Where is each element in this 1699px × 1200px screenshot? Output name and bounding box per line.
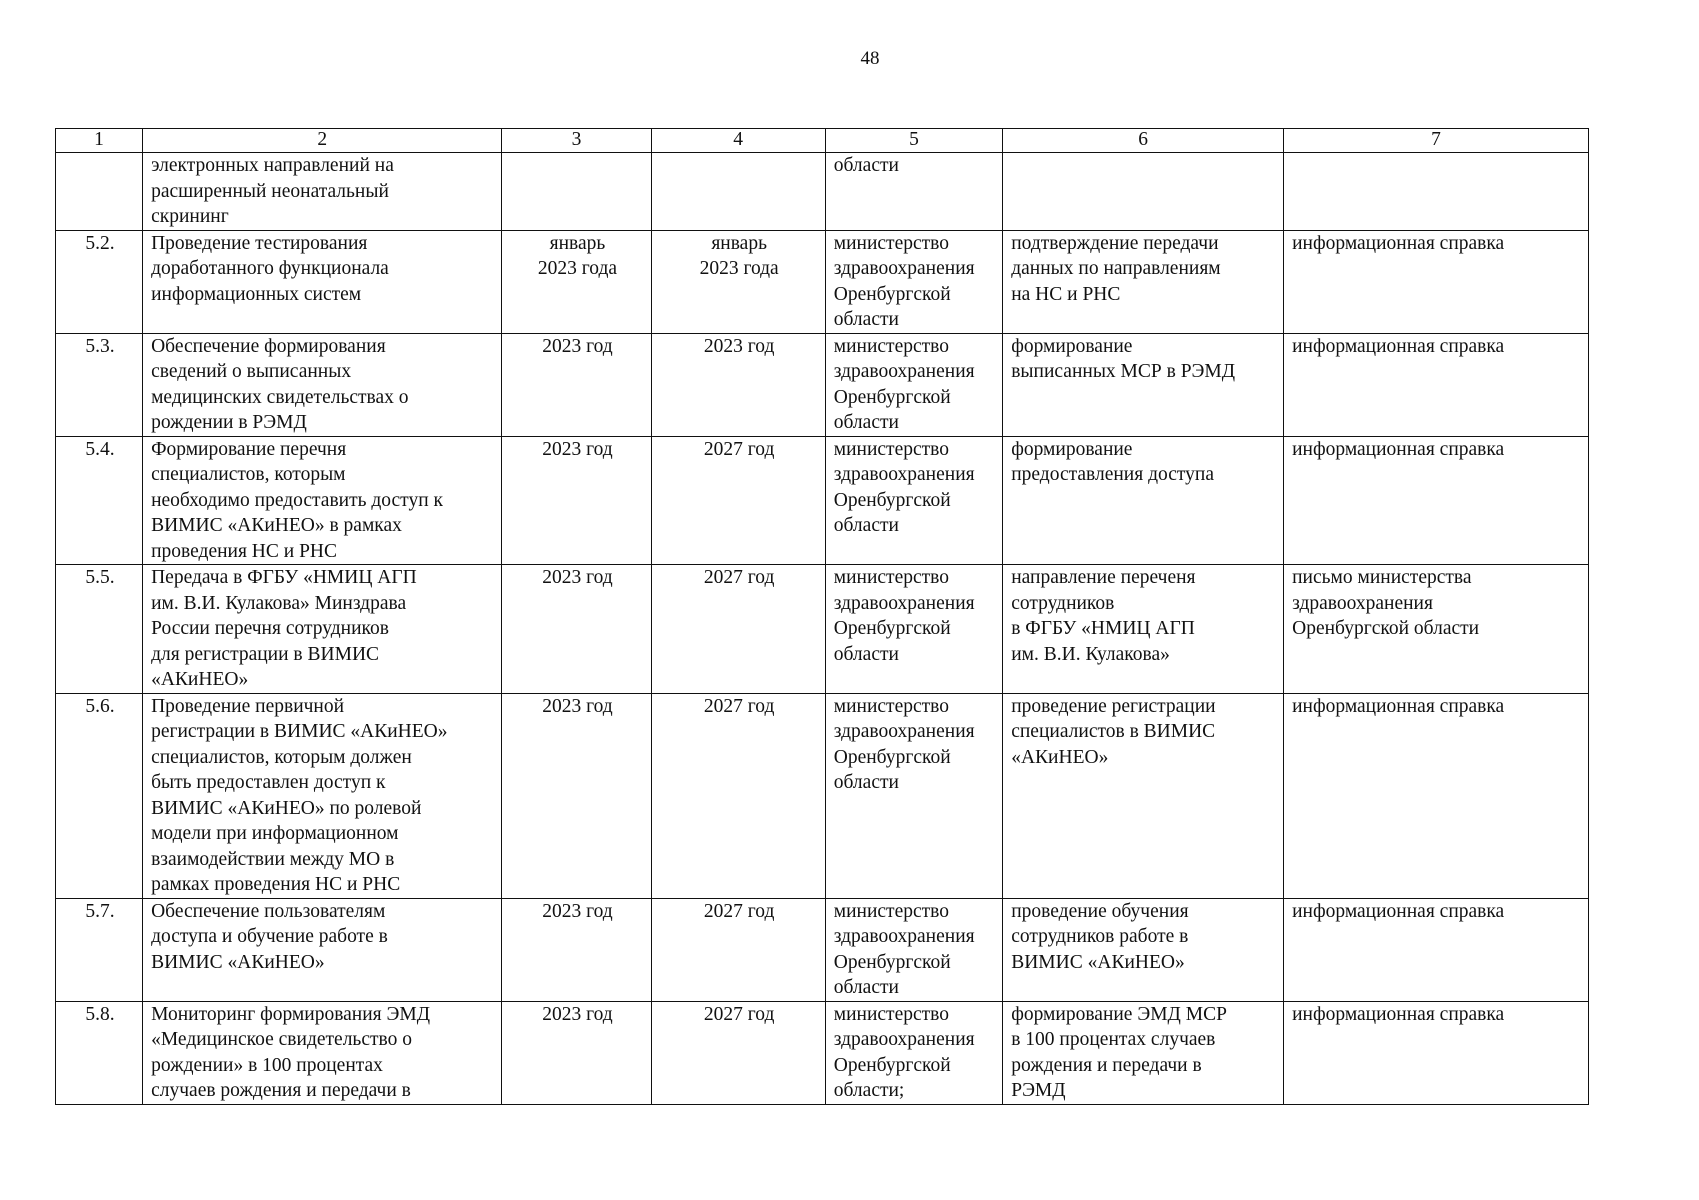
- table-cell: 2023 год: [502, 898, 651, 1001]
- table-cell: январь 2023 года: [651, 230, 825, 333]
- table-cell: 5.8.: [56, 1001, 143, 1104]
- table-cell: [1284, 153, 1589, 231]
- table-cell: формирование предоставления доступа: [1003, 436, 1284, 565]
- table-cell: информационная справка: [1284, 333, 1589, 436]
- table-cell: 5.4.: [56, 436, 143, 565]
- table-cell: 5.7.: [56, 898, 143, 1001]
- table-cell: Передача в ФГБУ «НМИЦ АГП им. В.И. Кулакова» Минздрава России перечня сотрудников для регистрации в ВИМИС «АКиНЕО»: [143, 565, 502, 694]
- table-cell: министерство здравоохранения Оренбургской области: [825, 898, 1002, 1001]
- table-cell: министерство здравоохранения Оренбургской области: [825, 693, 1002, 898]
- column-header: 7: [1284, 129, 1589, 153]
- table-row: [56, 898, 1589, 1001]
- table-cell: 5.5.: [56, 565, 143, 694]
- column-header: 5: [825, 129, 1002, 153]
- table-row: [56, 230, 1589, 333]
- table-cell: 2023 год: [502, 693, 651, 898]
- column-header: 6: [1003, 129, 1284, 153]
- table-cell: области: [825, 153, 1002, 231]
- column-header: 4: [651, 129, 825, 153]
- table-cell: министерство здравоохранения Оренбургской области: [825, 333, 1002, 436]
- table-row: [56, 153, 1589, 231]
- table-cell: подтверждение передачи данных по направлениям на НС и РНС: [1003, 230, 1284, 333]
- table-row: [56, 565, 1589, 694]
- column-header: 2: [143, 129, 502, 153]
- table-cell: проведение обучения сотрудников работе в ВИМИС «АКиНЕО»: [1003, 898, 1284, 1001]
- column-header: 3: [502, 129, 651, 153]
- table-cell: [56, 153, 143, 231]
- table-cell: 5.2.: [56, 230, 143, 333]
- table-cell: формирование выписанных МСР в РЭМД: [1003, 333, 1284, 436]
- table-cell: информационная справка: [1284, 898, 1589, 1001]
- table-cell: направление переченя сотрудников в ФГБУ «НМИЦ АГП им. В.И. Кулакова»: [1003, 565, 1284, 694]
- table-cell: Проведение первичной регистрации в ВИМИС «АКиНЕО» специалистов, которым должен быть предоставлен доступ к ВИМИС «АКиНЕО» по ролевой модели при информационном взаимодействии между МО в рамках проведения НС и РНС: [143, 693, 502, 898]
- table-cell: информационная справка: [1284, 1001, 1589, 1104]
- table-header-row: [56, 129, 1589, 153]
- table-cell: 2027 год: [651, 436, 825, 565]
- table-cell: 2023 год: [651, 333, 825, 436]
- table-cell: [502, 153, 651, 231]
- table-cell: 2027 год: [651, 1001, 825, 1104]
- table-cell: 2023 год: [502, 1001, 651, 1104]
- table-cell: электронных направлений на расширенный неонатальный скрининг: [143, 153, 502, 231]
- table-row: [56, 436, 1589, 565]
- table-cell: министерство здравоохранения Оренбургской области: [825, 230, 1002, 333]
- table-cell: Обеспечение формирования сведений о выписанных медицинских свидетельствах о рождении в РЭМД: [143, 333, 502, 436]
- column-header: 1: [56, 129, 143, 153]
- table-cell: [651, 153, 825, 231]
- table-cell: 2027 год: [651, 565, 825, 694]
- table-cell: 2027 год: [651, 898, 825, 1001]
- table-cell: Мониторинг формирования ЭМД «Медицинское свидетельство о рождении» в 100 процентах случаев рождения и передачи в: [143, 1001, 502, 1104]
- table-cell: информационная справка: [1284, 230, 1589, 333]
- table-row: [56, 1001, 1589, 1104]
- table-cell: Формирование перечня специалистов, которым необходимо предоставить доступ к ВИМИС «АКиНЕО» в рамках проведения НС и РНС: [143, 436, 502, 565]
- table-row: [56, 693, 1589, 898]
- table-body: [56, 129, 1589, 1105]
- table-cell: Проведение тестирования доработанного функционала информационных систем: [143, 230, 502, 333]
- table-cell: проведение регистрации специалистов в ВИМИС «АКиНЕО»: [1003, 693, 1284, 898]
- page-number: 48: [860, 48, 880, 69]
- table-cell: Обеспечение пользователям доступа и обучение работе в ВИМИС «АКиНЕО»: [143, 898, 502, 1001]
- table-cell: информационная справка: [1284, 693, 1589, 898]
- table-cell: 2027 год: [651, 693, 825, 898]
- table-cell: 2023 год: [502, 436, 651, 565]
- table-cell: 2023 год: [502, 565, 651, 694]
- table-cell: 5.3.: [56, 333, 143, 436]
- table-cell: информационная справка: [1284, 436, 1589, 565]
- table-cell: январь 2023 года: [502, 230, 651, 333]
- table-cell: формирование ЭМД МСР в 100 процентах случаев рождения и передачи в РЭМД: [1003, 1001, 1284, 1104]
- table-cell: министерство здравоохранения Оренбургской области: [825, 436, 1002, 565]
- plan-table: [55, 128, 1589, 1105]
- table-cell: министерство здравоохранения Оренбургской области: [825, 565, 1002, 694]
- table-cell: 2023 год: [502, 333, 651, 436]
- table-cell: письмо министерства здравоохранения Оренбургской области: [1284, 565, 1589, 694]
- table-cell: министерство здравоохранения Оренбургской области;: [825, 1001, 1002, 1104]
- table-cell: 5.6.: [56, 693, 143, 898]
- table-row: [56, 333, 1589, 436]
- table-cell: [1003, 153, 1284, 231]
